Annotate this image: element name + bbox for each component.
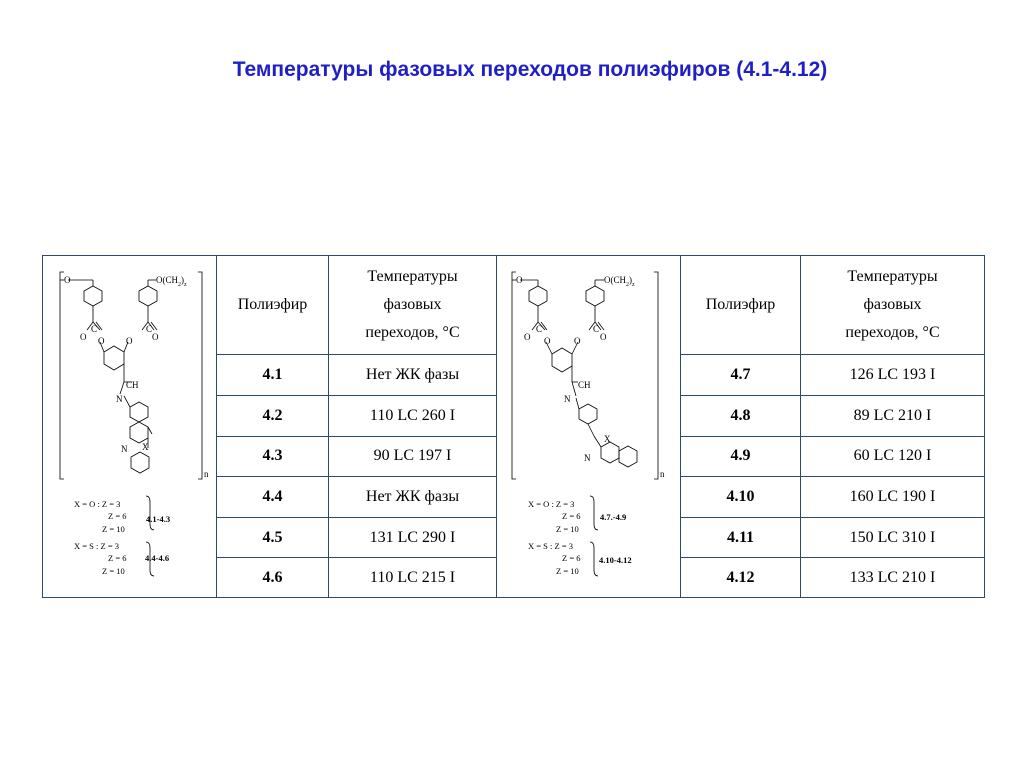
left-o4: O xyxy=(151,332,158,342)
polyester-id-left: 4.1 xyxy=(217,355,329,396)
right-o-top: O xyxy=(515,275,522,285)
polyester-id-left: 4.2 xyxy=(217,396,329,437)
phase-temp-left: Нет ЖК фазы xyxy=(329,355,497,396)
right-cond-3: Z = 10 xyxy=(555,524,579,534)
phase-temp-left: 110 LC 215 I xyxy=(329,558,497,598)
phase-transition-table xyxy=(42,255,985,598)
left-n-imine: N xyxy=(115,394,122,404)
phase-temp-left: Нет ЖК фазы xyxy=(329,477,497,518)
right-c1: C xyxy=(535,324,542,334)
left-c1: C xyxy=(90,324,97,334)
left-o1: O xyxy=(79,332,86,342)
left-cond-5: Z = 6 xyxy=(107,553,126,563)
polyester-id-left: 4.6 xyxy=(217,558,329,598)
left-o-chain: $O(CH_2)_z$ xyxy=(155,275,187,288)
right-ch: CH xyxy=(577,380,591,390)
left-cond-2: Z = 6 xyxy=(107,511,126,521)
structure-right-cell xyxy=(497,256,681,598)
left-o3: O xyxy=(125,336,132,346)
page-title: Температуры фазовых переходов полиэфиров (4.1-4.12) xyxy=(232,58,828,81)
right-o-chain: $O(CH_2)_z$ xyxy=(603,275,635,288)
polyester-id-right: 4.8 xyxy=(681,396,801,437)
phase-temp-left: 90 LC 197 I xyxy=(329,436,497,477)
right-n-sub: n xyxy=(659,469,664,479)
left-range-2: 4.4-4.6 xyxy=(144,553,169,563)
phase-temp-left: 110 LC 260 I xyxy=(329,396,497,437)
right-o2: O xyxy=(543,336,550,346)
header-temp-right: Температуры фазовых переходов, °C xyxy=(801,256,985,355)
polyester-id-right: 4.11 xyxy=(681,517,801,558)
left-x-ring: X xyxy=(141,442,148,452)
left-cond-6: Z = 10 xyxy=(101,566,125,576)
left-c2: C xyxy=(145,324,152,334)
polyester-id-right: 4.10 xyxy=(681,477,801,518)
left-range-1: 4.1-4.3 xyxy=(145,514,170,524)
structure-left-cell xyxy=(43,256,217,598)
left-n-ring: N xyxy=(120,444,127,454)
right-range-1: 4.7.-4.9 xyxy=(599,512,626,522)
left-n-sub: n xyxy=(203,469,208,479)
right-range-2: 4.10-4.12 xyxy=(598,555,632,565)
right-c2: C xyxy=(592,324,599,334)
phase-temp-right: 160 LC 190 I xyxy=(801,477,985,518)
left-cond-3: Z = 10 xyxy=(101,524,125,534)
left-ch: CH xyxy=(125,380,139,390)
polyester-id-left: 4.5 xyxy=(217,517,329,558)
polyester-id-right: 4.9 xyxy=(681,436,801,477)
right-cond-6: Z = 10 xyxy=(555,566,579,576)
left-cond-4: X = S : Z = 3 xyxy=(73,541,119,551)
right-cond-4: X = S : Z = 3 xyxy=(527,541,573,551)
right-n-ring: N xyxy=(583,453,590,463)
phase-temp-right: 133 LC 210 I xyxy=(801,558,985,598)
phase-temp-right: 89 LC 210 I xyxy=(801,396,985,437)
polyester-id-right: 4.12 xyxy=(681,558,801,598)
header-temp-left: Температуры фазовых переходов, °C xyxy=(329,256,497,355)
polyester-id-left: 4.4 xyxy=(217,477,329,518)
right-cond-1: X = O : Z = 3 xyxy=(527,499,574,509)
polyester-id-right: 4.7 xyxy=(681,355,801,396)
polyester-structure-right xyxy=(498,256,680,592)
phase-temp-left: 131 LC 290 I xyxy=(329,517,497,558)
phase-temp-right: 60 LC 120 I xyxy=(801,436,985,477)
polyester-id-left: 4.3 xyxy=(217,436,329,477)
right-o4: O xyxy=(599,332,606,342)
right-cond-2: Z = 6 xyxy=(561,511,580,521)
right-x-ring: X xyxy=(603,434,610,444)
right-o3: O xyxy=(573,336,580,346)
left-cond-1: X = O : Z = 3 xyxy=(73,499,120,509)
right-o1: O xyxy=(523,332,530,342)
polyester-structure-left xyxy=(44,256,216,592)
table-header-row xyxy=(43,256,985,355)
right-cond-5: Z = 6 xyxy=(561,553,580,563)
header-polyester-left: Полиэфир xyxy=(217,256,329,355)
phase-temp-right: 150 LC 310 I xyxy=(801,517,985,558)
right-n-imine: N xyxy=(563,394,570,404)
phase-temp-right: 126 LC 193 I xyxy=(801,355,985,396)
header-polyester-right: Полиэфир xyxy=(681,256,801,355)
left-o-top: O xyxy=(63,275,70,285)
left-o2: O xyxy=(97,336,104,346)
